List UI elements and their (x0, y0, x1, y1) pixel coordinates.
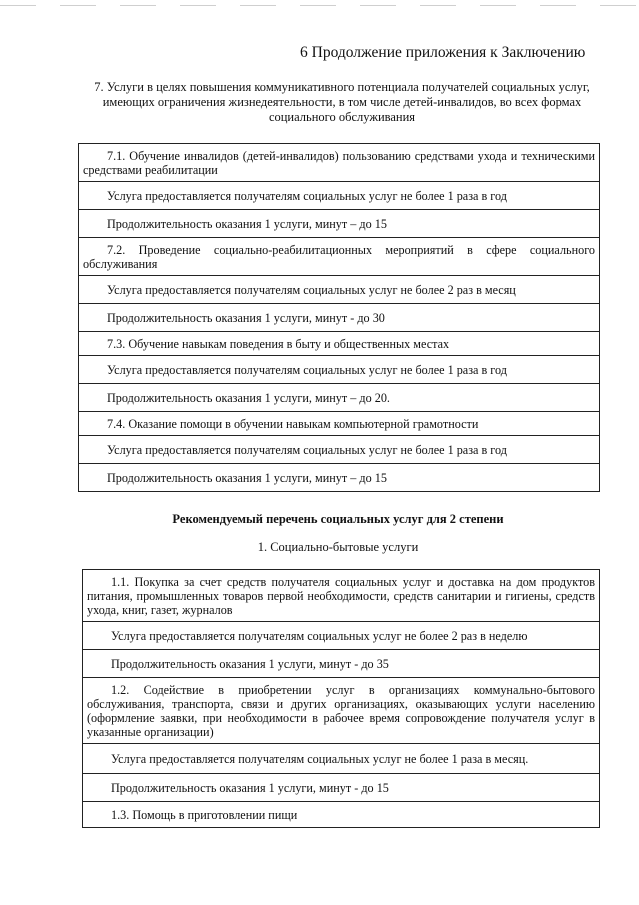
table-row (83, 802, 600, 828)
service-1-2-title: 1.2. Содействие в приобретении услуг в организациях коммунально-бытового обслуживания, транспорта, связи и других организациях, оказывающих услуги населению (оформление заявки, при необходимости в рабочее время сопровождение получателя услуг в указанные организации) (83, 678, 600, 744)
table-row (79, 412, 600, 436)
service-duration: Продолжительность оказания 1 услуги, минут – до 15 (79, 464, 600, 492)
table-row (79, 436, 600, 464)
table-row (83, 650, 600, 678)
service-7-4-title: 7.4. Оказание помощи в обучении навыкам компьютерной грамотности (79, 412, 600, 436)
service-1-3-title: 1.3. Помощь в приготовлении пищи (83, 802, 600, 828)
table-row (79, 384, 600, 412)
service-frequency: Услуга предоставляется получателям социальных услуг не более 1 раза в год (79, 182, 600, 210)
services-table-1 (82, 569, 600, 828)
table-row (79, 276, 600, 304)
table-row (79, 464, 600, 492)
service-duration: Продолжительность оказания 1 услуги, минут – до 15 (79, 210, 600, 238)
service-frequency: Услуга предоставляется получателям социальных услуг не более 1 раза в месяц. (83, 744, 600, 774)
table-row (79, 332, 600, 356)
section-1-title: 1. Социально-бытовые услуги (257, 540, 419, 554)
service-frequency: Услуга предоставляется получателям социальных услуг не более 2 раз в месяц (79, 276, 600, 304)
table-row (79, 304, 600, 332)
table-row (83, 570, 600, 622)
services-table-7 (78, 143, 600, 492)
table-row (79, 182, 600, 210)
table-row (83, 678, 600, 744)
scan-edge-line (0, 5, 639, 6)
service-duration: Продолжительность оказания 1 услуги, минут - до 30 (79, 304, 600, 332)
service-7-1-title: 7.1. Обучение инвалидов (детей-инвалидов) пользованию средствами ухода и техническими средствами реабилитации (79, 144, 600, 182)
page-header: 6 Продолжение приложения к Заключению (300, 44, 586, 61)
table-row (79, 210, 600, 238)
table-row (79, 144, 600, 182)
table-row (79, 238, 600, 276)
service-7-3-title: 7.3. Обучение навыкам поведения в быту и общественных местах (79, 332, 600, 356)
table-row (83, 774, 600, 802)
service-frequency: Услуга предоставляется получателям социальных услуг не более 2 раз в неделю (83, 622, 600, 650)
service-1-1-title: 1.1. Покупка за счет средств получателя социальных услуг и доставка на дом продуктов питания, промышленных товаров первой необходимости, средств санитарии и гигиены, средств ухода, книг, газет, журналов (83, 570, 600, 622)
service-duration: Продолжительность оказания 1 услуги, минут - до 35 (83, 650, 600, 678)
service-7-2-title: 7.2. Проведение социально-реабилитационных мероприятий в сфере социального обслуживания (79, 238, 600, 276)
service-duration: Продолжительность оказания 1 услуги, минут – до 20. (79, 384, 600, 412)
table-row (83, 744, 600, 774)
section-7-title: 7. Услуги в целях повышения коммуникативного потенциала получателей социальных услуг, имеющих ограничения жизнедеятельности, в том числе детей-инвалидов, во всех формах социального обслуживания (94, 80, 590, 124)
table-row (79, 356, 600, 384)
service-duration: Продолжительность оказания 1 услуги, минут - до 15 (83, 774, 600, 802)
table-row (83, 622, 600, 650)
service-frequency: Услуга предоставляется получателям социальных услуг не более 1 раза в год (79, 356, 600, 384)
service-frequency: Услуга предоставляется получателям социальных услуг не более 1 раза в год (79, 436, 600, 464)
recommended-list-title: Рекомендуемый перечень социальных услуг для 2 степени (172, 512, 504, 526)
